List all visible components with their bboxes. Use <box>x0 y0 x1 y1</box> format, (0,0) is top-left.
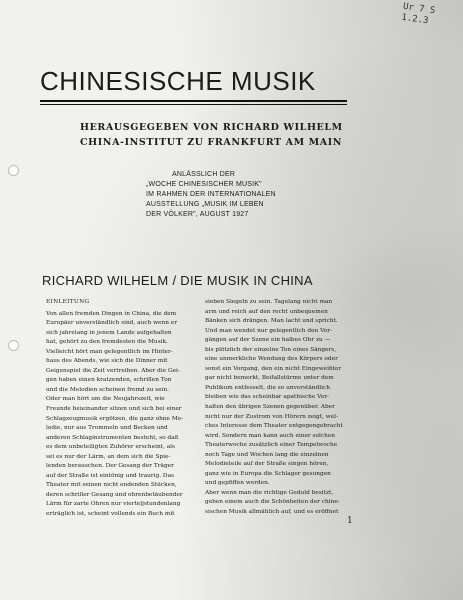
page-number: 1 <box>347 516 353 526</box>
left-column <box>46 298 198 520</box>
title-rule-bottom <box>40 104 347 105</box>
article-title: RICHARD WILHELM / DIE MUSIK IN CHINA <box>42 273 313 288</box>
body-text: sieben Siegeln zu sein. Tagelang nicht man arm und reich auf den recht unbequemen Bänken sich drängen. Man lacht und spricht. Und man wendet nur gelegentlich den Vor- gängen auf der Szene ein halbes Ohr zu — bis plötzlich der einzelne Ton eines Sängers, eine unmerkliche Wendung des Körpers oder sonst ein Vorgang, den ein nicht Eingeweihter gar nicht bemerkt, Beifallstürme unter dem Publikum entfesselt, die so unverständlich bleiben wie das scheinbar apathische Ver- halten den übrigen Szenen gegenüber. Aber nicht nur der Zustrom von Hörern zeigt, wel- ches Interesse dem Theater entgegengebracht wird. Sondern man kann auch einer solchen Theaterwoche zusätzlich einer Tempelwoche noch Tage und Wochen lang die einzelnen Melodieteile auf der Straße singen hören, ganz wie in Europa die Schlager gesungen und gepfiffen werden. <box>205 299 343 487</box>
section-heading: EINLEITUNG <box>46 299 90 305</box>
body-text: Von allen fremden Dingen in China, die dem Europäer unverständlich sind, auch wenn er sich jahrelang in jenem Lande aufgehalten hat, gehört zu den fremdesten die Musik. Vielleicht hört man gelegentlich im Hinter- haus des Abends, wie sich die Dinner mit Geigenspiel die Zeit vertreiben. Aber die Gei- gen haben einen kratzenden, schrillen Ton und die Melodien scheinen fremd zu sein. Oder man hört um die Neujahrszeit, wie Freunde beieinander sitzen und sich bei einer Schlagzeugmusik ergötzen, die ganz ohne Me- lodie, nur aus Trommeln und Becken und anderen Schlaginstrumenten besteht, so daß es dem unbeteiligten Zuhörer erscheint, als sei es nur der Lärm, an dem sich die Spie- lenden berauschen. Der Gesang der Träger auf der Straße ist eintönig und traurig. Das Theater mit seinen nicht endenden Stücken, deren schriller Gesang und ohrenbetäubender Lärm für zarte Ohren nur vierteljstundenlang erträglich ist, scheint vollends ein Buch mit <box>46 310 184 518</box>
main-title: CHINESISCHE MUSIK <box>40 66 316 96</box>
publisher-block <box>80 120 343 150</box>
title-rule-top <box>40 100 347 102</box>
institute-line: CHINA-INSTITUT ZU FRANKFURT AM MAIN <box>80 137 343 148</box>
occasion-line: AUSSTELLUNG „MUSIK IM LEBEN <box>146 201 264 208</box>
occasion-line: IM RAHMEN DER INTERNATIONALEN <box>146 191 276 198</box>
occasion-line: ANLÄSSLICH DER <box>172 171 236 178</box>
publisher-line: HERAUSGEGEBEN VON RICHARD WILHELM <box>80 122 343 133</box>
punch-hole <box>8 165 19 176</box>
punch-hole <box>8 340 19 351</box>
right-column <box>205 298 353 518</box>
occasion-block <box>146 170 276 220</box>
occasion-line: DER VÖLKER", AUGUST 1927 <box>146 211 249 218</box>
body-text-continued: Aber wenn man die richtige Geduld besitzt, geben einem auch die Schönheiten der chine- sischen Musik allmählich auf, und es eröffnet <box>205 489 340 516</box>
occasion-line: „WOCHE CHINESISCHER MUSIK" <box>146 181 262 188</box>
archive-reference: Ur 7 S 1.2.3 <box>400 1 436 27</box>
